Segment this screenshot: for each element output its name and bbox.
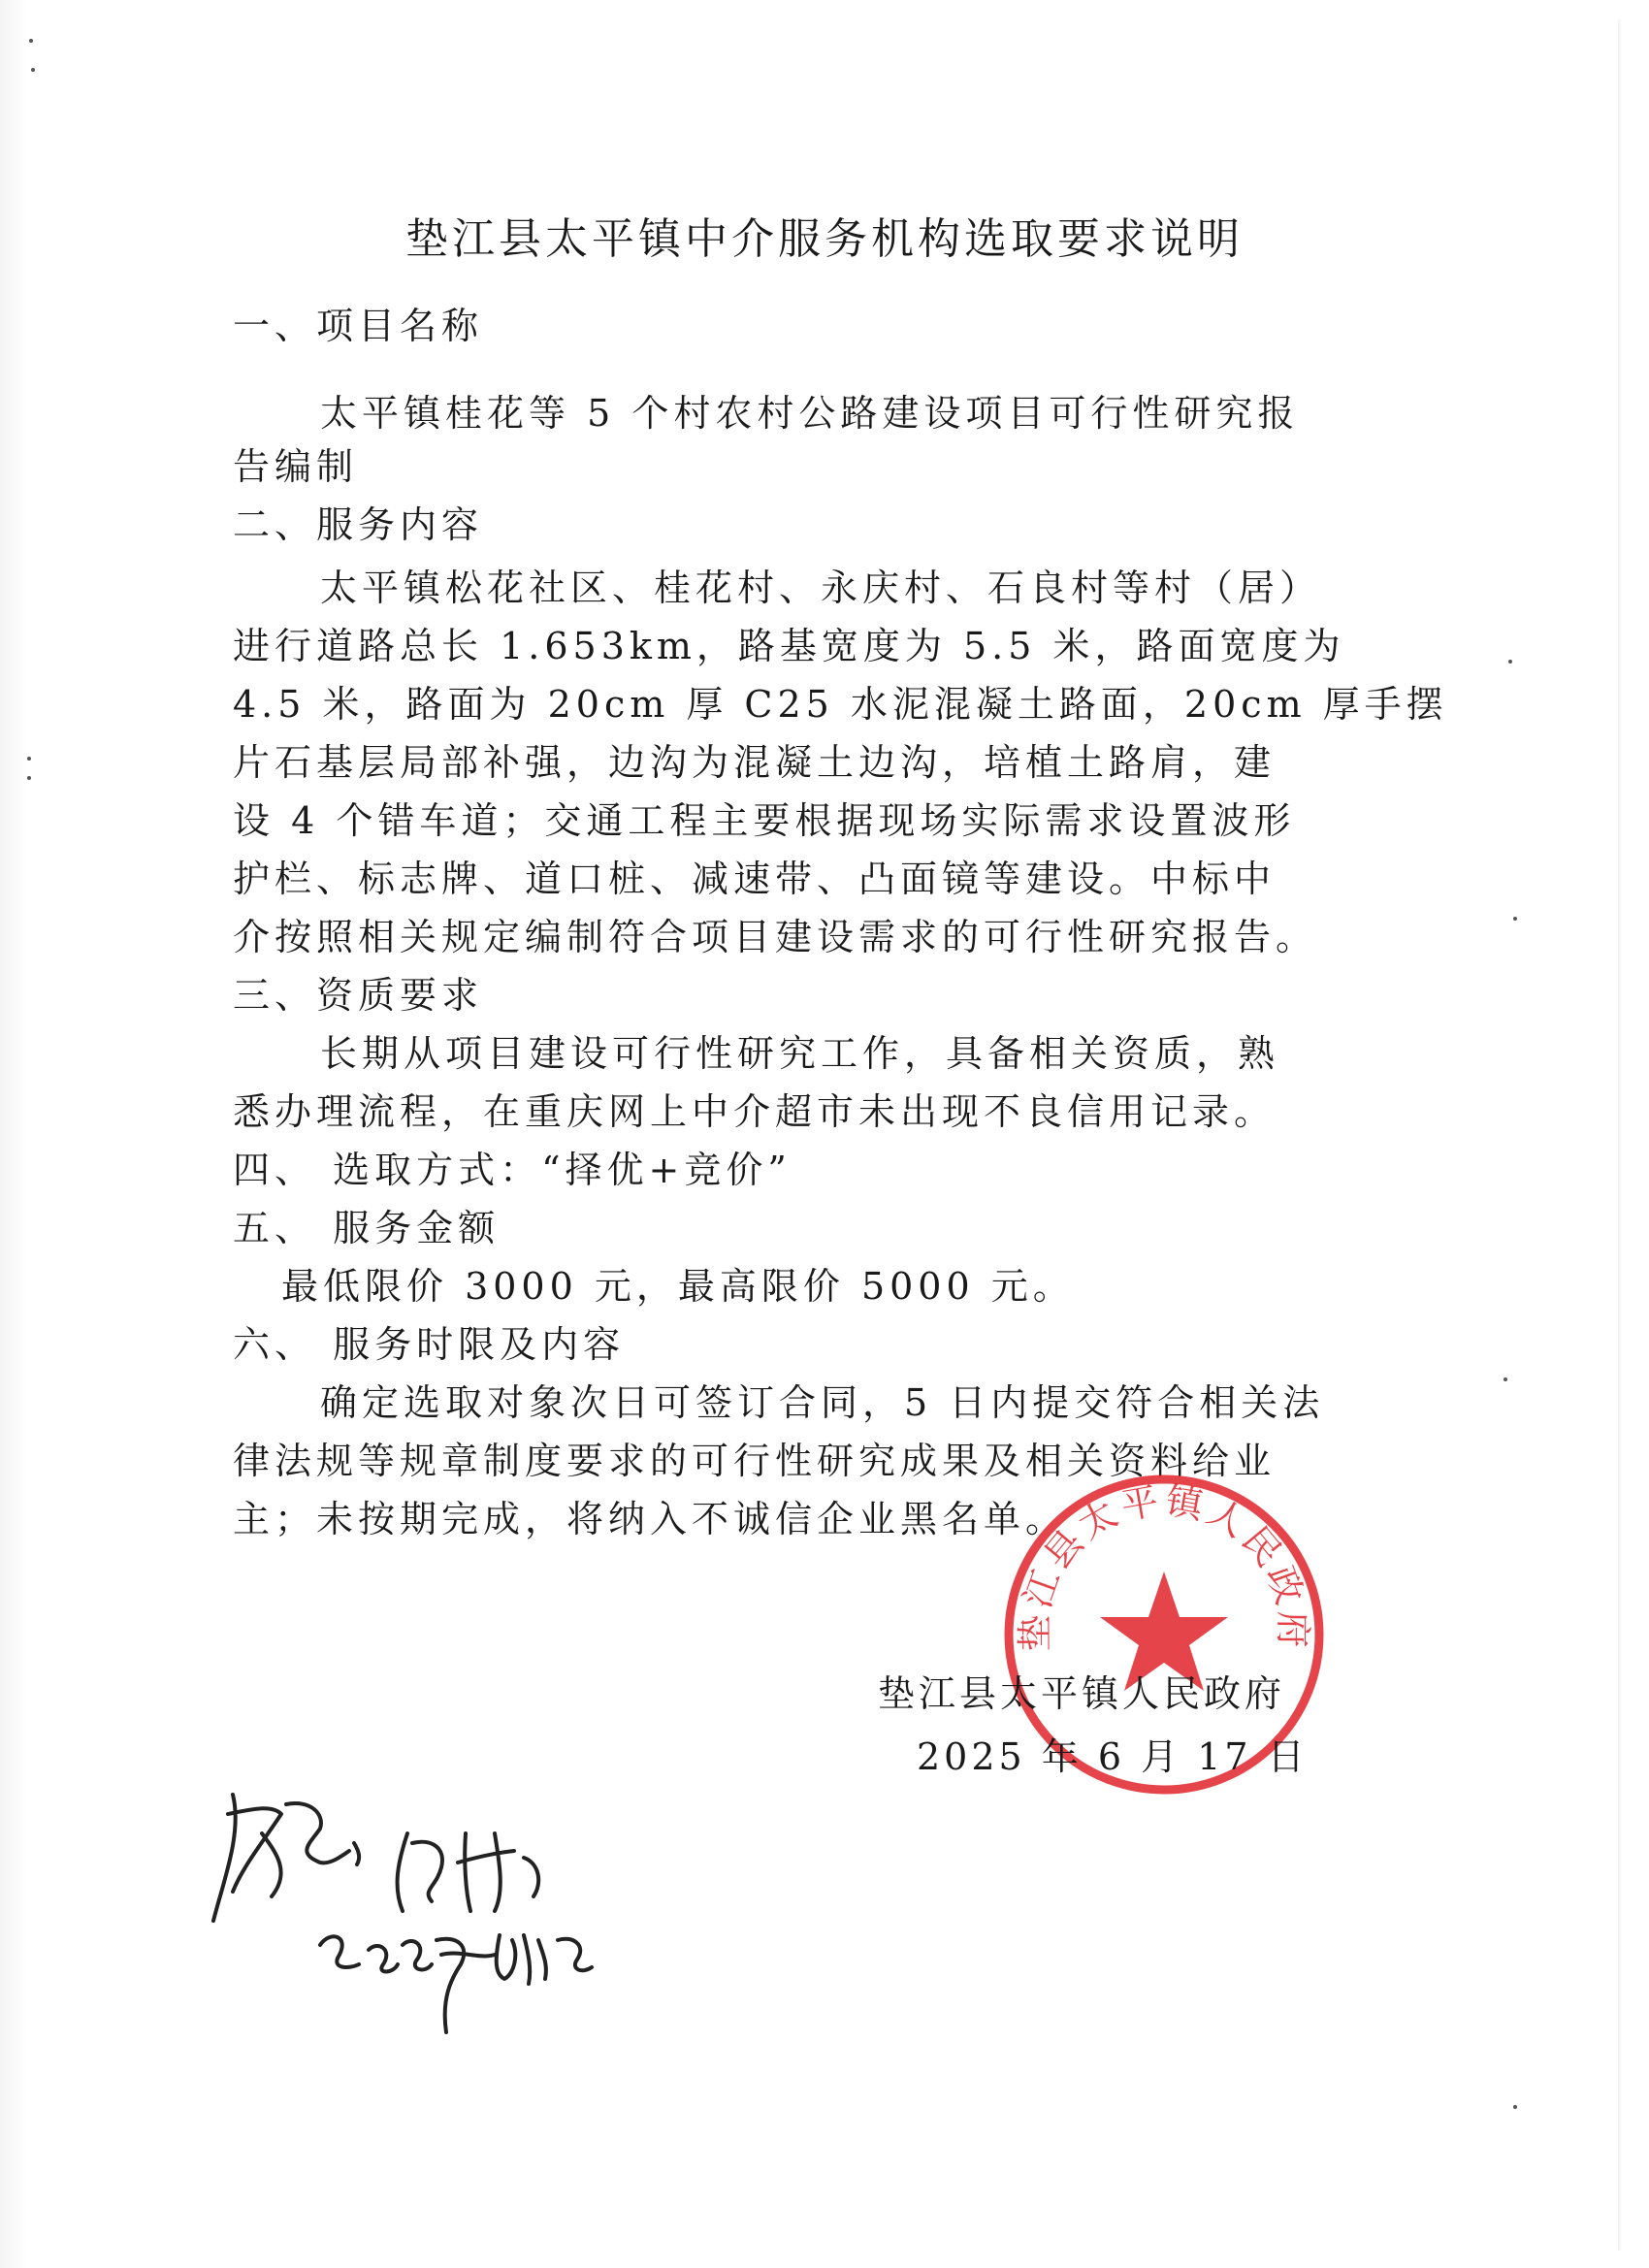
handwritten-signature xyxy=(204,1775,611,2066)
paragraph-line: 进行道路总长 1.653km，路基宽度为 5.5 米，路面宽度为 xyxy=(233,625,1345,667)
page-title: 垫江县太平镇中介服务机构选取要求说明 xyxy=(405,214,1244,264)
svg-text:垫江县太平镇人民政府: 垫江县太平镇人民政府 xyxy=(1013,1478,1315,1652)
paragraph-line: 护栏、标志牌、道口桩、减速带、凸面镜等建设。中标中 xyxy=(233,858,1277,900)
section-heading: 二、服务内容 xyxy=(233,503,484,546)
section-heading: 六、 服务时限及内容 xyxy=(233,1323,626,1366)
scan-speck xyxy=(1504,1377,1507,1381)
scan-speck xyxy=(1508,660,1512,664)
section-heading: 一、项目名称 xyxy=(233,305,484,347)
scan-speck xyxy=(27,776,31,780)
paragraph-line: 片石基层局部补强，边沟为混凝土边沟，培植土路肩，建 xyxy=(233,741,1277,784)
paragraph-line: 告编制 xyxy=(233,445,359,488)
paragraph-line: 确定选取对象次日可签订合同，5 日内提交符合相关法 xyxy=(320,1381,1325,1424)
scan-edge xyxy=(1618,19,1622,2251)
scan-speck xyxy=(29,39,33,43)
issuer-name: 垫江县太平镇人民政府 xyxy=(878,1672,1286,1715)
paragraph-line: 最低限价 3000 元，最高限价 5000 元。 xyxy=(281,1265,1075,1308)
scan-speck xyxy=(27,757,31,761)
scan-speck xyxy=(31,68,35,72)
paragraph-line: 主；未按期完成，将纳入不诚信企业黑名单。 xyxy=(233,1498,1068,1540)
section-heading: 三、资质要求 xyxy=(233,974,484,1017)
section-heading: 五、 服务金额 xyxy=(233,1207,501,1249)
paragraph-line: 律法规等规章制度要求的可行性研究成果及相关资料给业 xyxy=(233,1440,1277,1482)
paragraph-line: 介按照相关规定编制符合项目建设需求的可行性研究报告。 xyxy=(233,916,1318,958)
paragraph-line: 悉办理流程，在重庆网上中介超市未出现不良信用记录。 xyxy=(233,1090,1277,1133)
paragraph-line: 长期从项目建设可行性研究工作，具备相关资质，熟 xyxy=(320,1032,1280,1075)
paragraph-line: 设 4 个错车道；交通工程主要根据现场实际需求设置波形 xyxy=(233,799,1296,842)
paragraph-line: 太平镇松花社区、桂花村、永庆村、石良村等村（居） xyxy=(320,567,1322,609)
section-heading: 四、 选取方式：“择优+竞价” xyxy=(233,1149,792,1191)
paragraph-line: 4.5 米，路面为 20cm 厚 C25 水泥混凝土路面，20cm 厚手摆 xyxy=(233,683,1448,726)
scan-speck xyxy=(1513,2105,1517,2109)
paragraph-line: 太平镇桂花等 5 个村农村公路建设项目可行性研究报 xyxy=(320,392,1300,435)
scan-shadow xyxy=(0,0,27,2268)
issue-date: 2025 年 6 月 17 日 xyxy=(917,1735,1309,1778)
scan-speck xyxy=(1513,917,1517,921)
